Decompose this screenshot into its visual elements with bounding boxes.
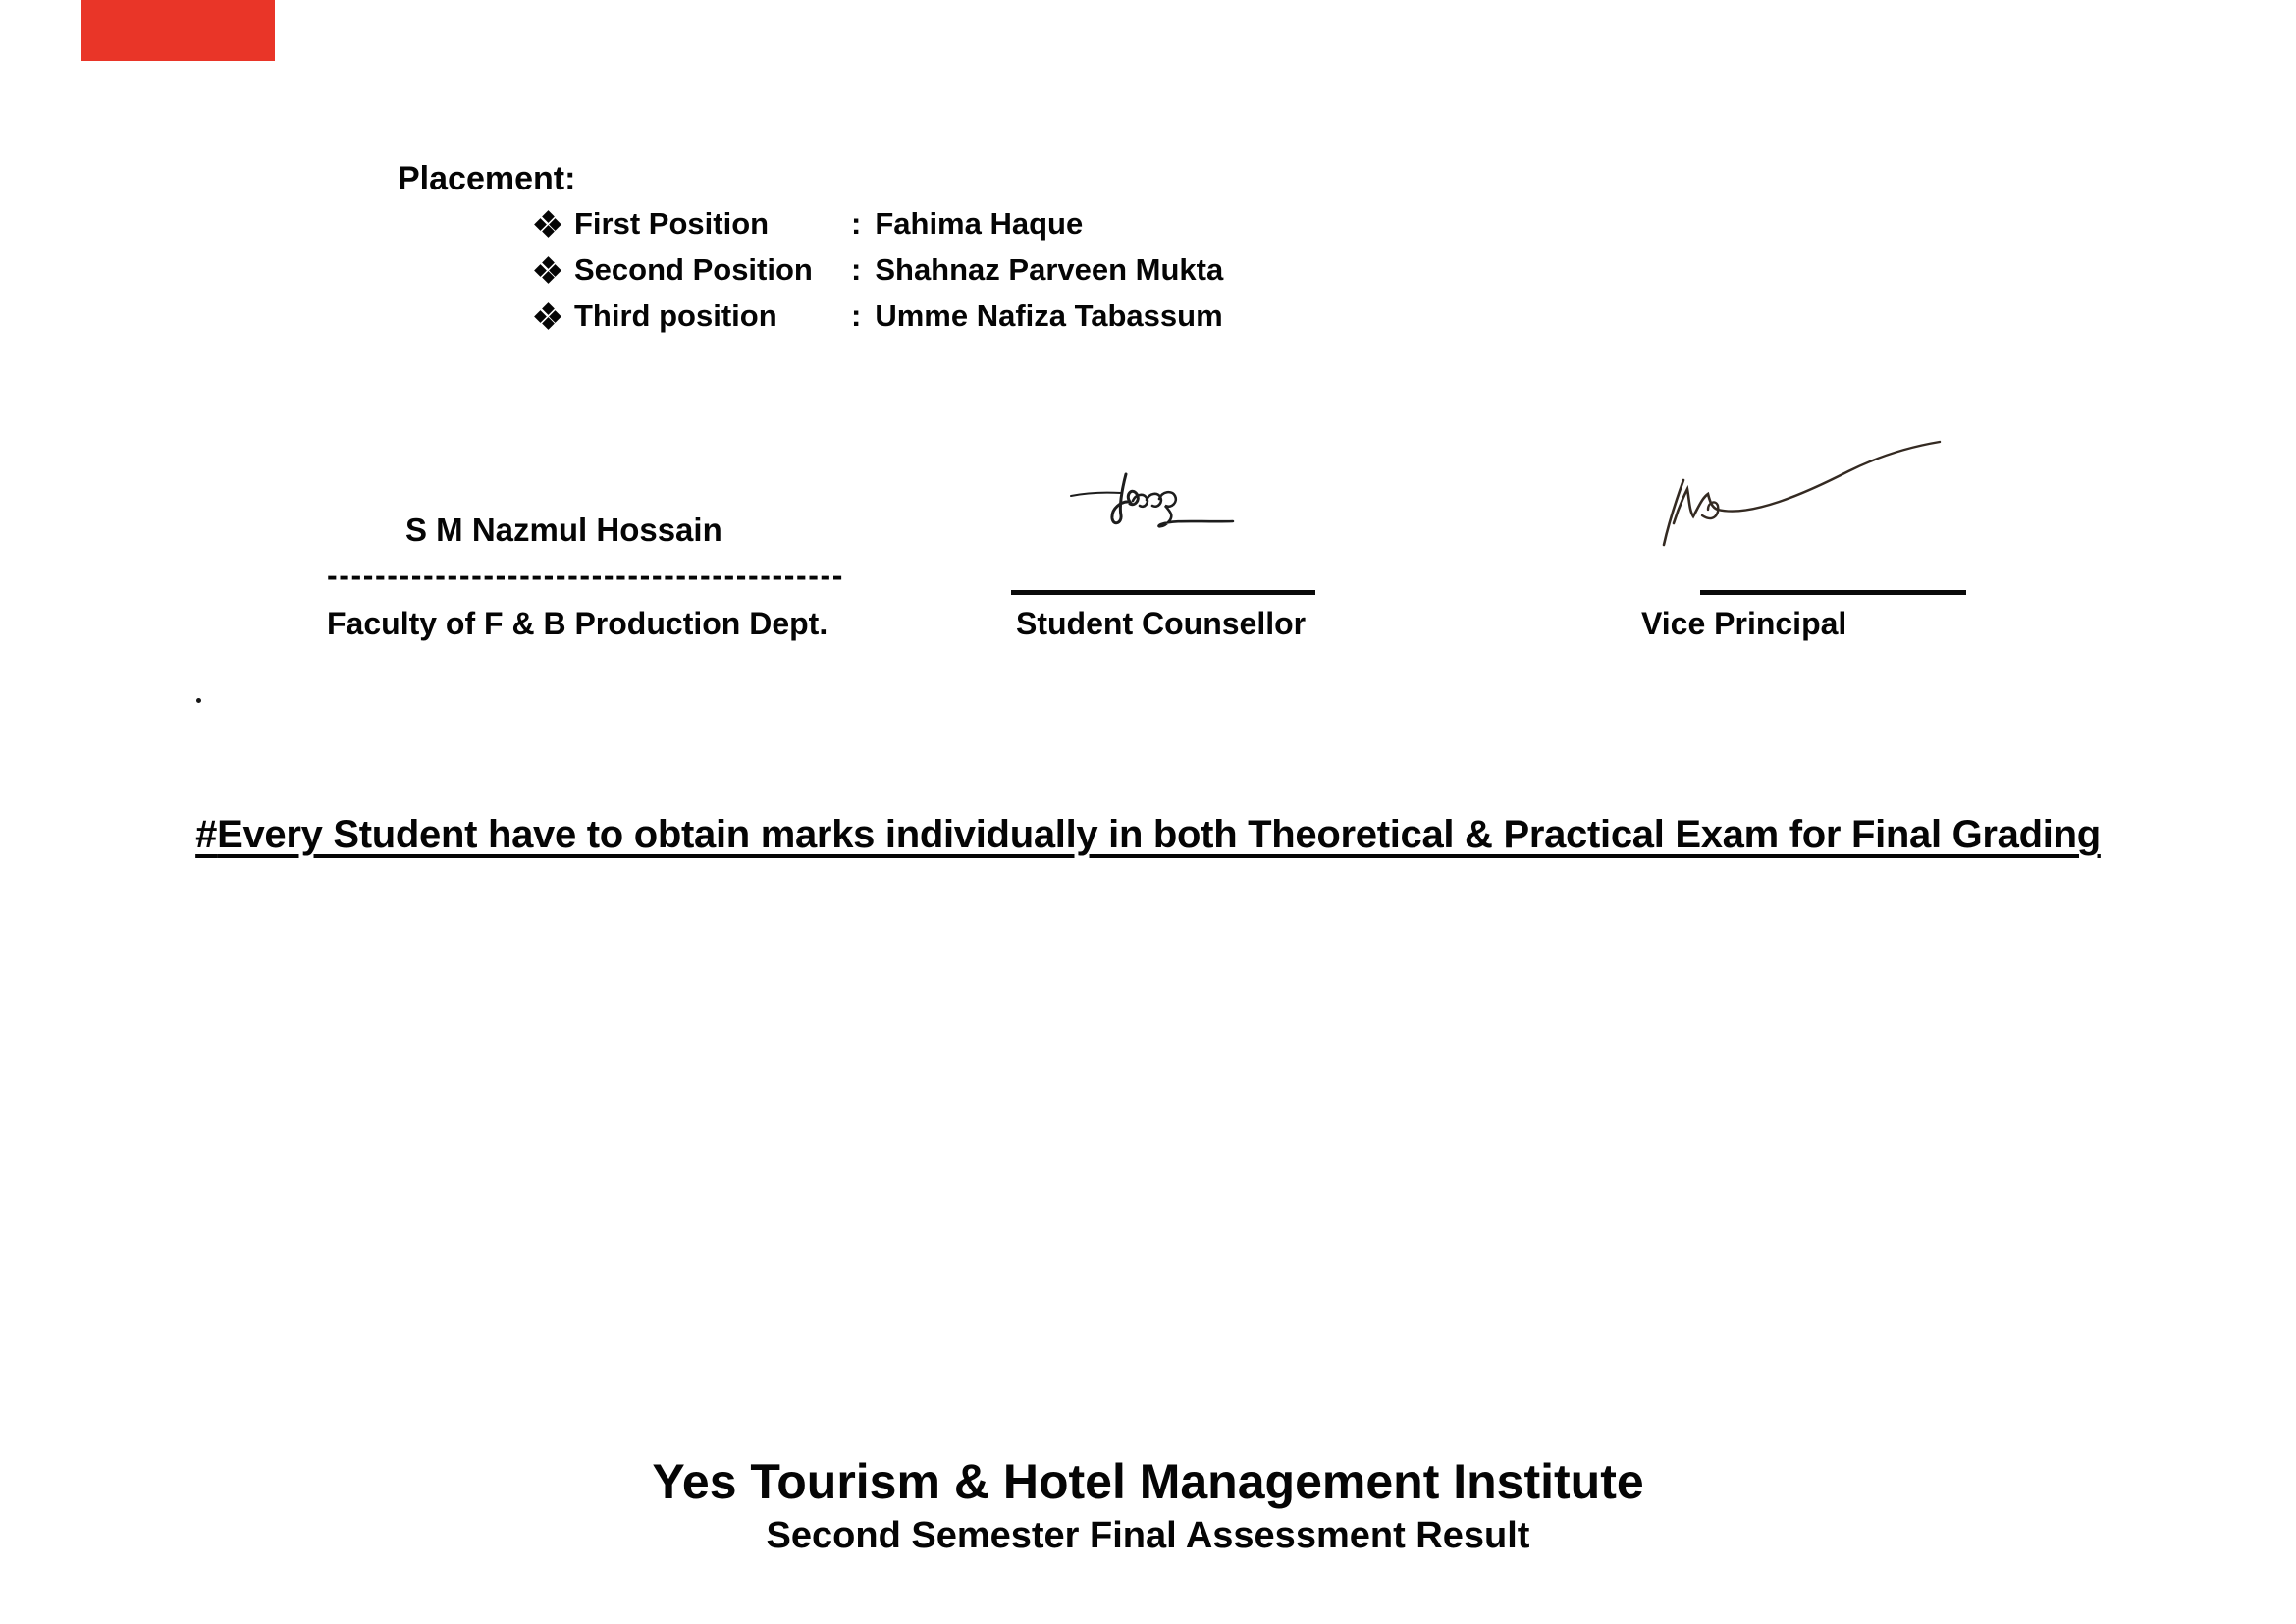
vice-principal-signature-icon [1657, 437, 1951, 550]
grading-note [0, 813, 2296, 857]
placement-separator: : [851, 298, 862, 333]
counsellor-title: Student Counsellor [1016, 606, 1307, 641]
faculty-name: S M Nazmul Hossain [405, 512, 722, 548]
grading-note-text: Every Student have to obtain marks individually in both Theoretical & Practical Exam for Final Grading [217, 813, 2101, 856]
placement-student-name: Shahnaz Parveen Mukta [875, 252, 1224, 287]
institute-name: Yes Tourism & Hotel Management Institute [652, 1454, 1644, 1509]
grading-note-prefix: # [195, 813, 218, 856]
result-subtitle: Second Semester Final Assessment Result [766, 1515, 1530, 1556]
red-highlight-mark [81, 0, 275, 61]
placement-student-name: Fahima Haque [875, 206, 1084, 241]
counsellor-signature-line [1011, 590, 1315, 595]
placement-separator: : [851, 206, 862, 241]
bullet-diamond-icon [536, 304, 560, 328]
vice-principal-title: Vice Principal [1641, 606, 1847, 641]
faculty-dashed-line: ------------------------------------------- [327, 558, 845, 593]
placement-student-name: Umme Nafiza Tabassum [875, 298, 1223, 333]
placement-rank-label: Third position [574, 298, 777, 333]
counsellor-signature-icon [1068, 469, 1240, 538]
placement-item-second [536, 252, 1223, 294]
placement-rank-label: First Position [574, 206, 770, 241]
placement-separator: : [851, 252, 862, 287]
stray-dot [196, 698, 201, 703]
bullet-diamond-icon [536, 258, 560, 282]
placement-rank-label: Second Position [574, 252, 813, 287]
faculty-title: Faculty of F & B Production Dept. [327, 606, 828, 641]
placement-heading: Placement: [398, 160, 576, 197]
placement-item-first [536, 206, 1083, 247]
bullet-diamond-icon [536, 212, 560, 236]
placement-item-third [536, 298, 1223, 340]
vice-principal-signature-line [1700, 590, 1966, 595]
